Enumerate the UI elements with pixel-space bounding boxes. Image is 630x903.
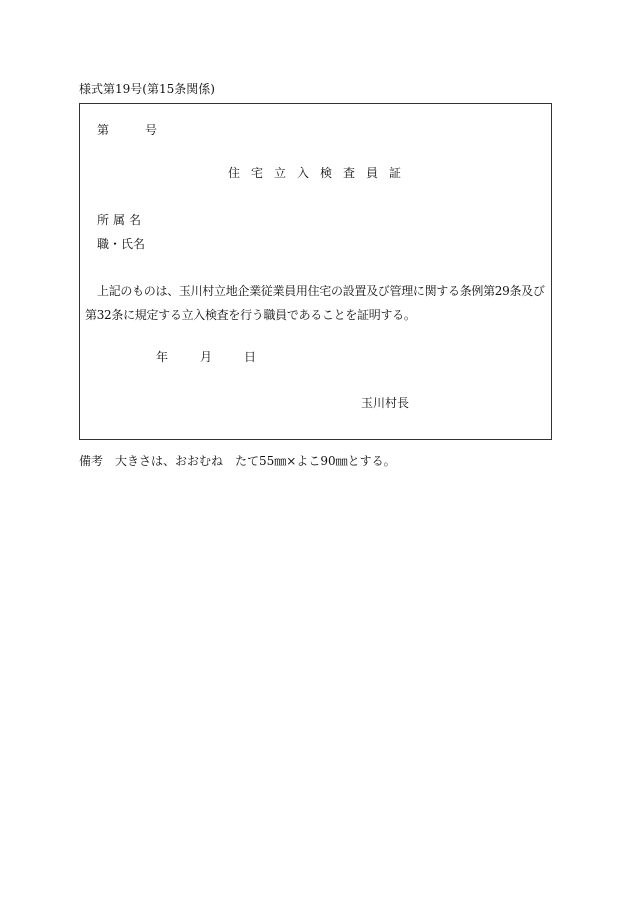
name-title-label: 職・氏名 <box>97 237 146 251</box>
remarks-text: 大きさは、おおむね たて55㎜×よこ90㎜とする。 <box>115 454 396 468</box>
certificate-box <box>79 103 552 440</box>
issue-date <box>156 348 256 365</box>
certificate-title: 住宅立入検査員証 <box>228 166 413 180</box>
date-year-label: 年 <box>156 350 169 364</box>
remarks <box>79 452 396 469</box>
date-month-label: 月 <box>200 350 213 364</box>
form-number: 様式第19号(第15条関係) <box>79 82 215 96</box>
issuer-name: 玉川村長 <box>361 396 410 410</box>
certificate-number-prefix: 第 <box>97 123 110 137</box>
date-day-label: 日 <box>244 350 257 364</box>
certificate-number-suffix: 号 <box>145 123 158 137</box>
affiliation-label: 所属名 <box>97 213 146 227</box>
certification-text: 上記のものは、玉川村立地企業従業員用住宅の設置及び管理に関する条例第29条及び第32条に規定する立入検査を行う職員であることを証明する。 <box>85 284 545 322</box>
remarks-label: 備考 <box>79 454 104 468</box>
